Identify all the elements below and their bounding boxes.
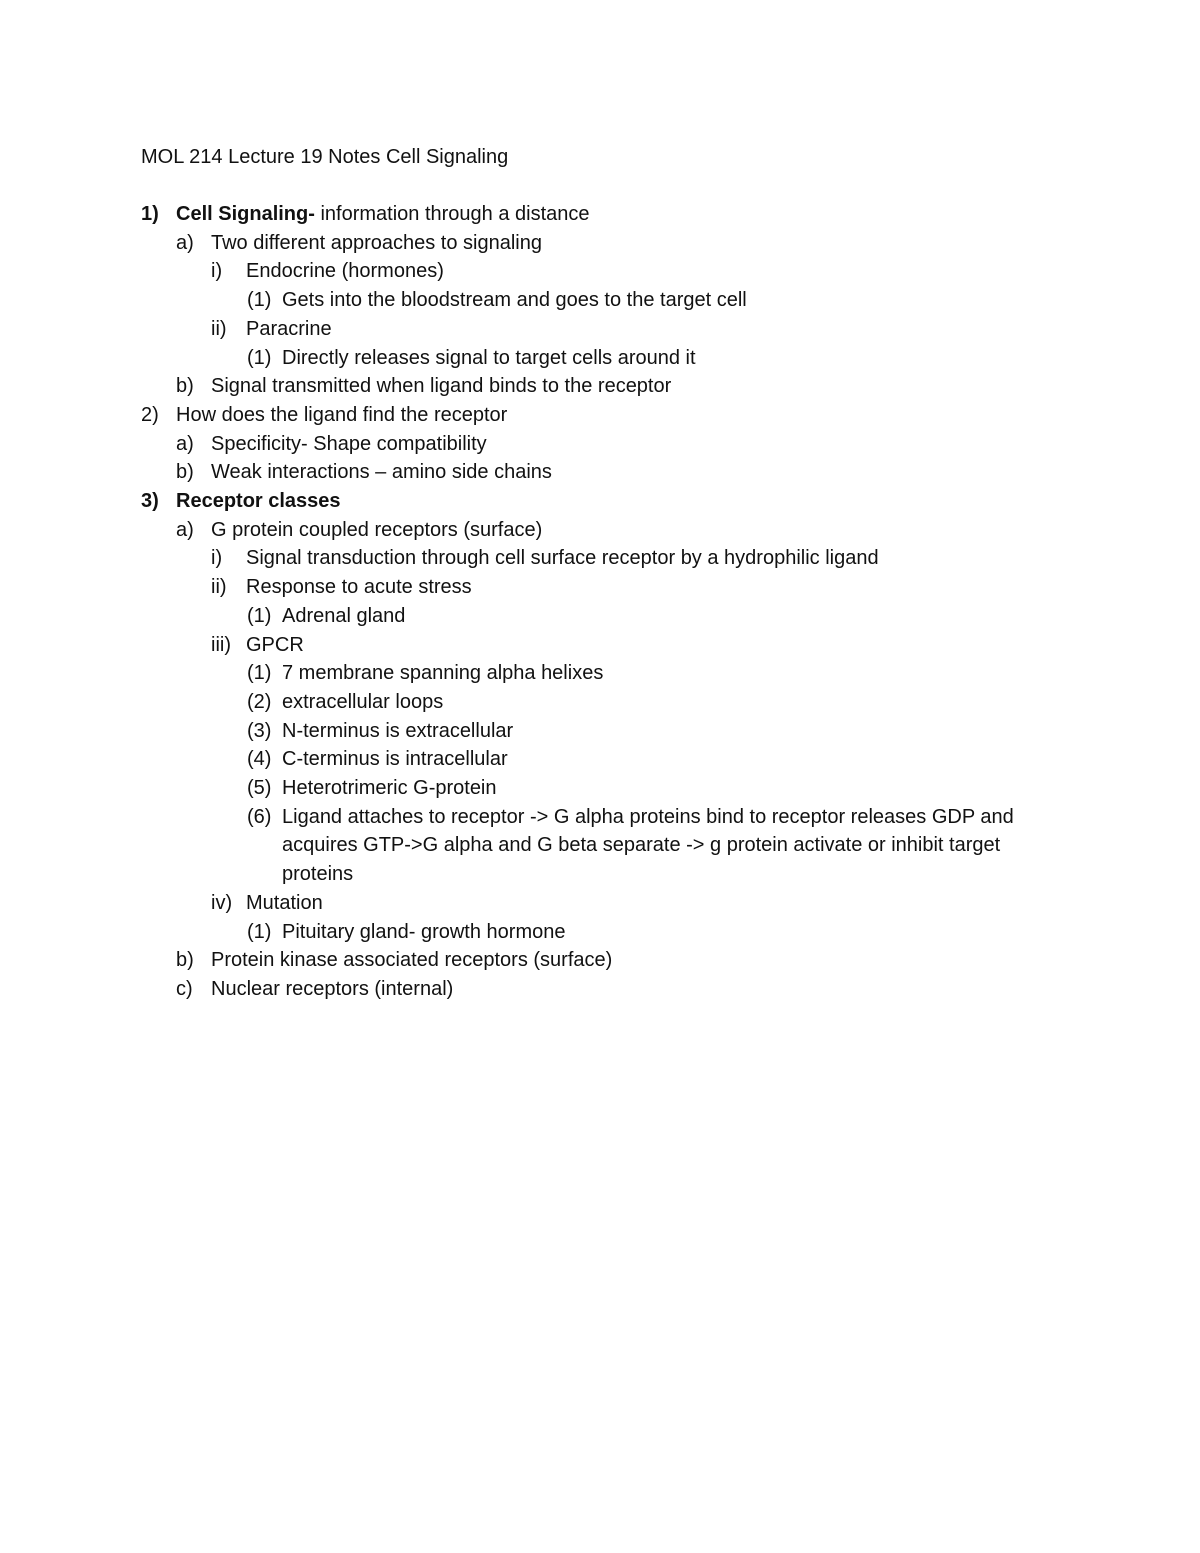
- item-text: [176, 200, 1071, 229]
- item-marker: i): [211, 547, 223, 570]
- outline-item: [141, 344, 1071, 373]
- item-marker: b): [176, 949, 194, 972]
- item-marker: (2): [247, 690, 272, 713]
- item-text: Ligand attaches to receptor -> G alpha proteins bind to receptor releases GDP and acquires GTP->G alpha and G beta separate -> g protein activate or inhibit target proteins: [282, 805, 1014, 886]
- item-text: extracellular loops: [282, 690, 444, 713]
- item-marker: (4): [247, 748, 272, 771]
- item-marker: a): [176, 518, 194, 541]
- item-marker: a): [176, 231, 194, 254]
- item-text: Protein kinase associated receptors (surface): [211, 949, 613, 972]
- item-bold-text: Receptor classes: [176, 490, 341, 513]
- item-text: Endocrine (hormones): [246, 260, 444, 283]
- item-text: How does the ligand find the receptor: [176, 403, 508, 426]
- item-marker: ii): [211, 317, 227, 340]
- item-marker: c): [176, 977, 193, 1000]
- item-marker: (1): [247, 289, 272, 312]
- notes-outline: [141, 200, 1071, 1004]
- item-marker: iv): [211, 891, 233, 914]
- item-marker: (5): [247, 777, 272, 800]
- item-marker: i): [211, 260, 223, 283]
- outline-item: [141, 430, 1071, 459]
- outline-item: [141, 631, 1071, 660]
- item-text: Gets into the bloodstream and goes to the target cell: [282, 289, 747, 312]
- item-bold-text: Cell Signaling-: [176, 203, 315, 225]
- item-text: Mutation: [246, 891, 323, 914]
- item-text: 7 membrane spanning alpha helixes: [282, 662, 604, 685]
- item-marker: a): [176, 432, 194, 455]
- item-text: N-terminus is extracellular: [282, 719, 514, 742]
- item-marker: b): [176, 461, 194, 484]
- item-text: G protein coupled receptors (surface): [211, 518, 543, 541]
- item-marker: (1): [247, 346, 272, 369]
- item-marker: (3): [247, 719, 272, 742]
- outline-item: [141, 717, 1071, 746]
- item-marker: (1): [247, 920, 272, 943]
- item-text: Signal transduction through cell surface receptor by a hydrophilic ligand: [246, 547, 879, 570]
- item-marker: 1): [141, 203, 159, 225]
- item-text: Paracrine: [246, 317, 332, 340]
- item-text: Two different approaches to signaling: [211, 231, 542, 254]
- item-text: Response to acute stress: [246, 576, 472, 599]
- outline-item: [141, 487, 1071, 516]
- outline-item: [141, 315, 1071, 344]
- outline-item: [141, 946, 1071, 975]
- outline-item: [141, 774, 1071, 803]
- outline-item: [141, 286, 1071, 315]
- item-plain-text: information through a distance: [314, 203, 590, 225]
- item-marker: iii): [211, 633, 231, 656]
- outline-item: [141, 401, 1071, 430]
- outline-item: [141, 602, 1071, 631]
- item-marker: (6): [247, 805, 272, 828]
- outline-item: [141, 803, 1071, 889]
- item-text: C-terminus is intracellular: [282, 748, 508, 771]
- outline-item: [141, 918, 1071, 947]
- outline-item: [141, 257, 1071, 286]
- item-marker: 2): [141, 403, 159, 426]
- outline-item: [141, 372, 1071, 401]
- outline-item: [141, 573, 1071, 602]
- item-marker: (1): [247, 662, 272, 685]
- item-text: Specificity- Shape compatibility: [211, 432, 487, 455]
- outline-item: [141, 200, 1071, 229]
- outline-item: [141, 516, 1071, 545]
- outline-item: [141, 659, 1071, 688]
- document-title: MOL 214 Lecture 19 Notes Cell Signaling: [141, 146, 509, 168]
- outline-item: [141, 889, 1071, 918]
- item-text: Directly releases signal to target cells around it: [282, 346, 696, 369]
- item-text: GPCR: [246, 633, 304, 656]
- item-text: Signal transmitted when ligand binds to the receptor: [211, 375, 672, 398]
- item-text: Heterotrimeric G-protein: [282, 777, 497, 800]
- item-text: Weak interactions – amino side chains: [211, 461, 552, 484]
- outline-item: [141, 544, 1071, 573]
- outline-item: [141, 458, 1071, 487]
- item-text: Adrenal gland: [282, 604, 406, 627]
- outline-item: [141, 745, 1071, 774]
- item-marker: b): [176, 375, 194, 398]
- outline-item: [141, 975, 1071, 1004]
- item-text: Pituitary gland- growth hormone: [282, 920, 566, 943]
- item-text: Nuclear receptors (internal): [211, 977, 454, 1000]
- item-marker: 3): [141, 490, 159, 513]
- outline-item: [141, 229, 1071, 258]
- item-marker: (1): [247, 604, 272, 627]
- outline-item: [141, 688, 1071, 717]
- item-text: [176, 487, 1071, 516]
- item-marker: ii): [211, 576, 227, 599]
